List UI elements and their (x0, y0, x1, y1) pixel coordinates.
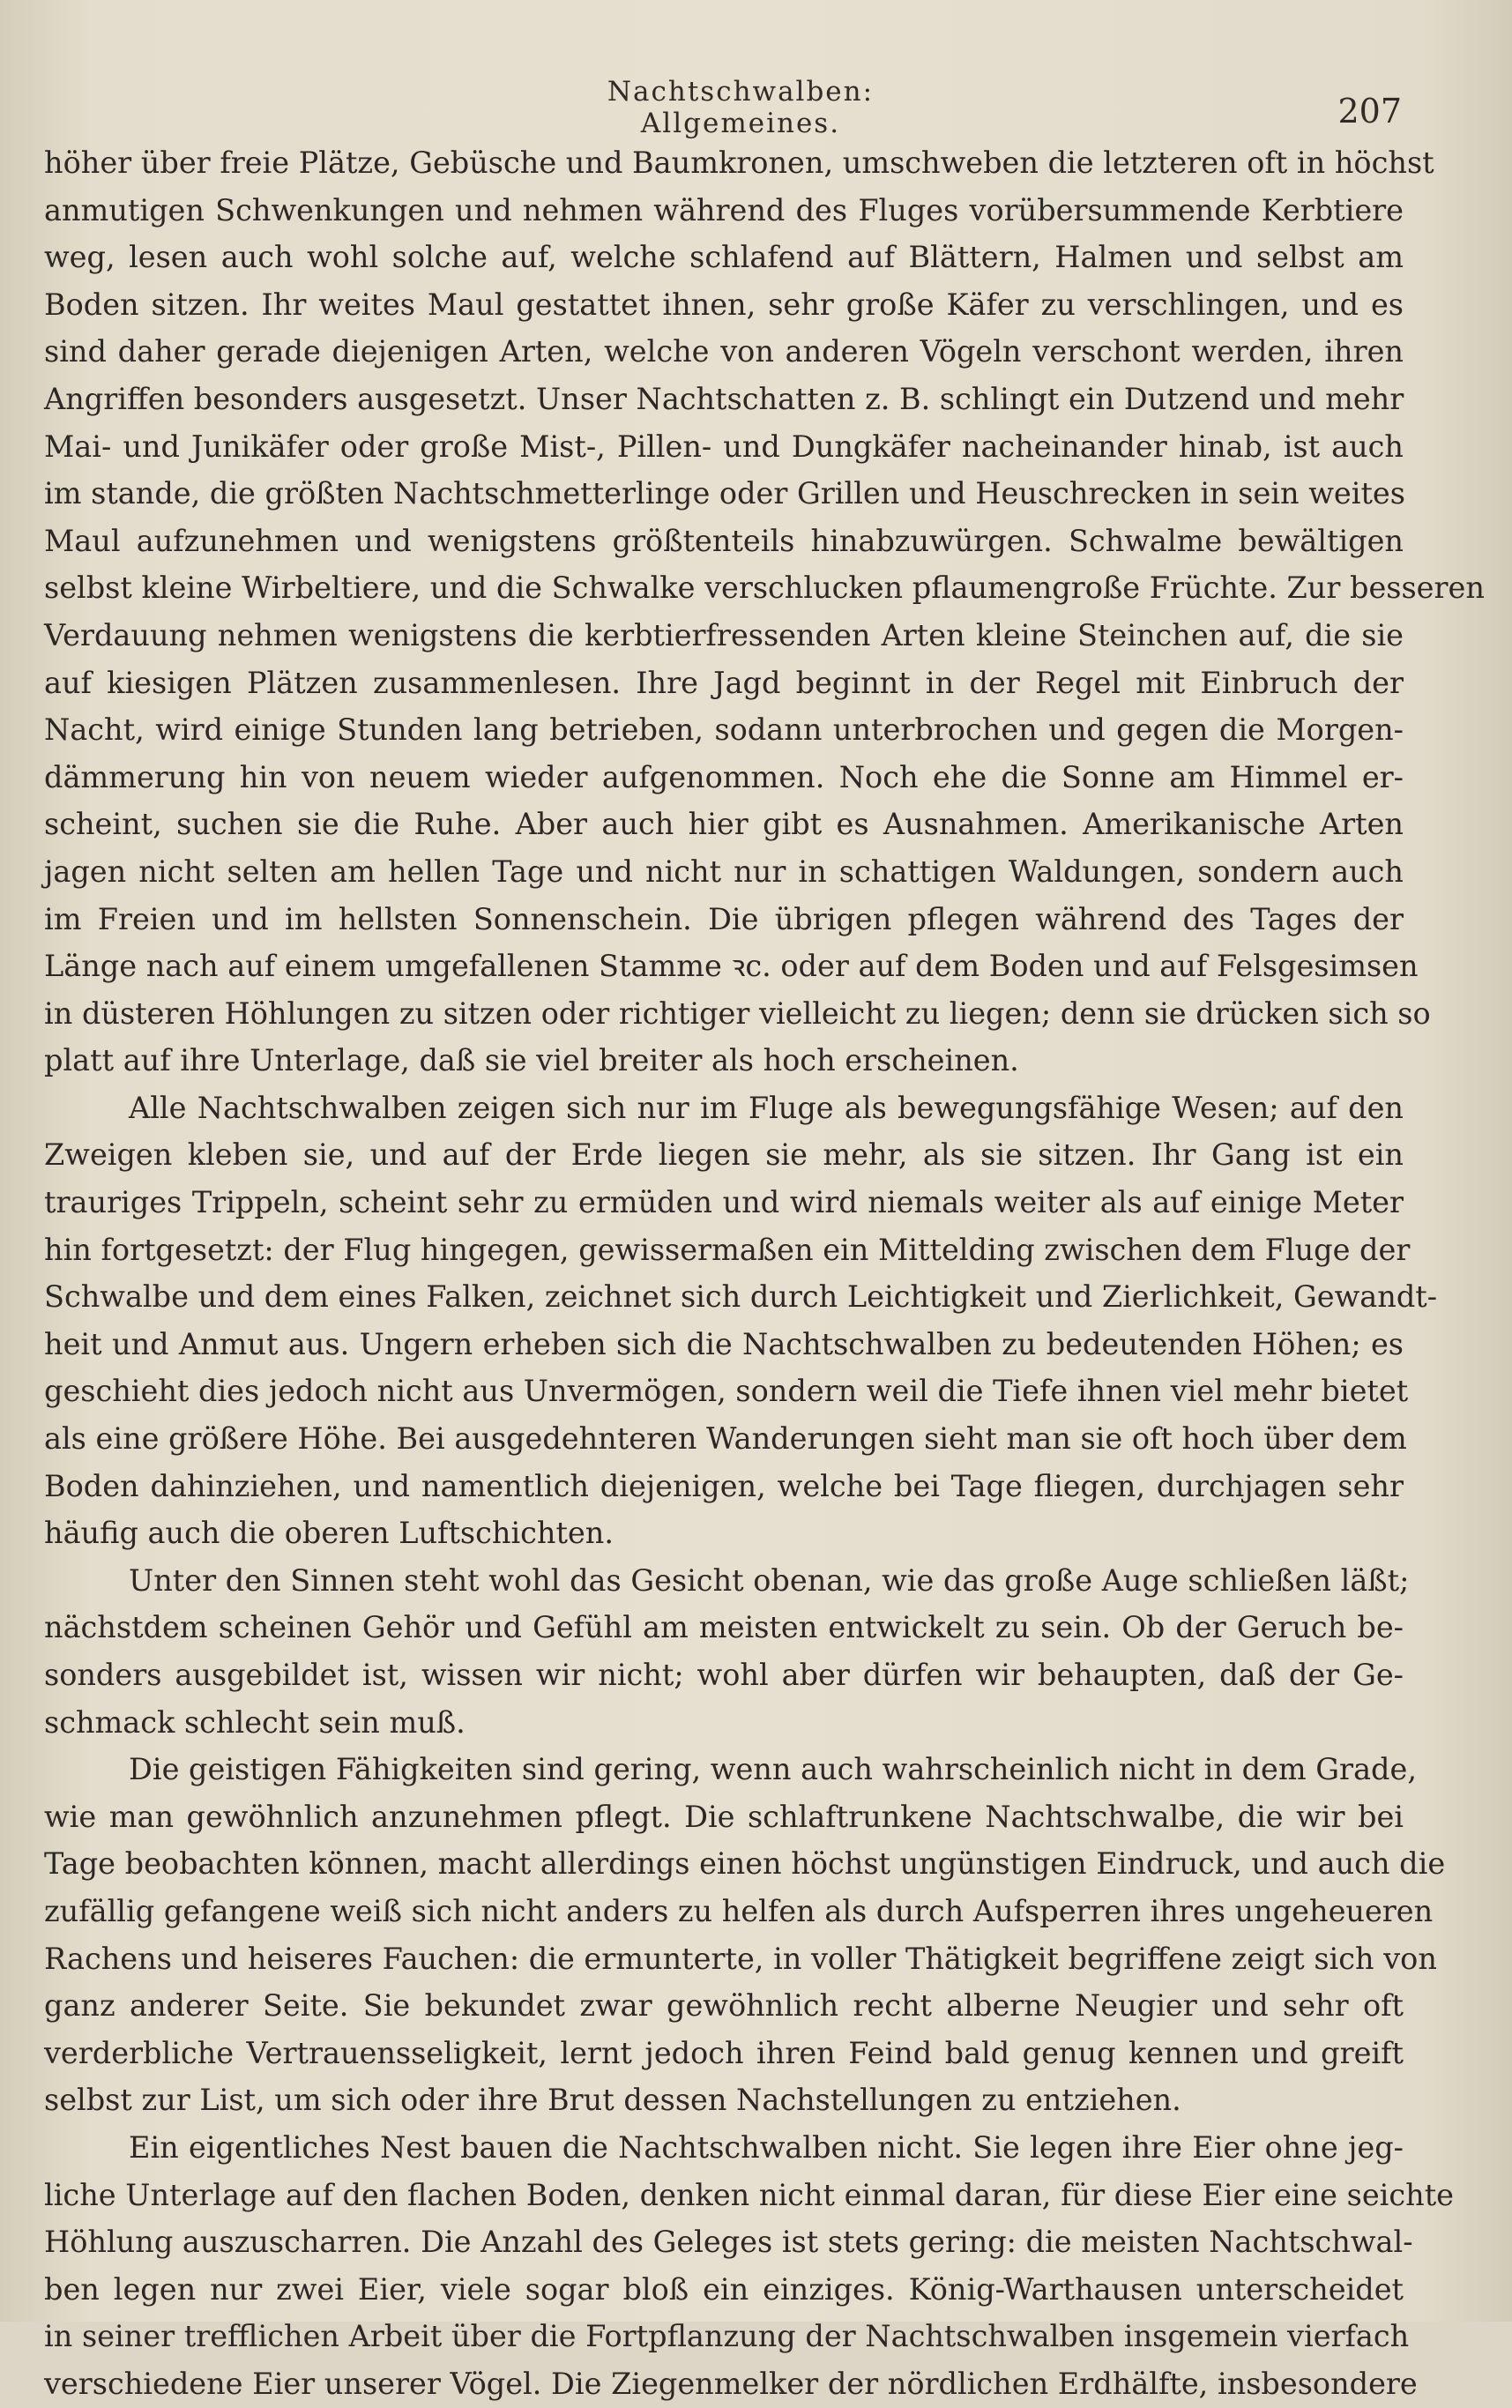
body-text (44, 139, 1485, 2408)
text-line: geschieht dies jedoch nicht aus Unvermögen, sondern weil die Tiefe ihnen viel mehr bietet (44, 1374, 1409, 1409)
text-line: Die geistigen Fähigkeiten sind gering, wenn auch wahrscheinlich nicht in dem Grade, (129, 1752, 1417, 1787)
text-line: schmack schlecht sein muß. (44, 1704, 466, 1740)
text-line: auf kiesigen Plätzen zusammenlesen. Ihre Jagd beginnt in der Regel mit Einbruch der (44, 665, 1404, 700)
text-line: selbst kleine Wirbeltiere, und die Schwalke verschlucken pflaumengroße Früchte. Zur besseren (44, 570, 1485, 606)
text-line: verschiedene Eier unserer Vögel. Die Ziegenmelker der nördlichen Erdhälfte, insbesondere (44, 2366, 1418, 2401)
text-line: in seiner trefflichen Arbeit über die Fortpflanzung der Nachtschwalben insgemein vierfach (44, 2319, 1410, 2354)
text-line: anmutigen Schwenkungen und nehmen während des Fluges vorübersummende Kerbtiere (44, 192, 1404, 227)
text-line: hin fortgesetzt: der Flug hingegen, gewissermaßen ein Mittelding zwischen dem Fluge der (44, 1232, 1411, 1267)
text-line: trauriges Trippeln, scheint sehr zu ermüden und wird niemals weiter als auf einige Meter (44, 1185, 1404, 1220)
paragraph (44, 1746, 1446, 2124)
text-line: ben legen nur zwei Eier, viele sogar bloß ein einziges. König-Warthausen unterscheidet (44, 2271, 1404, 2307)
text-line: Tage beobachten können, macht allerdings einen höchst ungünstigen Eindruck, und auch die (44, 1846, 1446, 1882)
text-line: verderbliche Vertrauensseligkeit, lernt jedoch ihren Feind bald genug kennen und greift (44, 2035, 1404, 2070)
text-line: Nacht, wird einige Stunden lang betrieben, sodann unterbrochen und gegen die Morgen- (44, 712, 1404, 748)
text-line: selbst zur List, um sich oder ihre Brut dessen Nachstellungen zu entziehen. (44, 2083, 1181, 2118)
text-line: Rachens und heiseres Fauchen: die ermunterte, in voller Thätigkeit begriffene zeigt sich von (44, 1941, 1437, 1976)
text-line: dämmerung hin von neuem wieder aufgenommen. Noch ehe die Sonne am Himmel er- (44, 759, 1404, 794)
text-line: sonders ausgebildet ist, wissen wir nicht; wohl aber dürfen wir behaupten, daß der Ge- (44, 1658, 1404, 1692)
running-header: Nachtschwalben: Allgemeines. (607, 76, 875, 139)
text-line: Alle Nachtschwalben zeigen sich nur im Fluge als bewegungsfähige Wesen; auf den (129, 1090, 1404, 1125)
text-line: ganz anderer Seite. Sie bekundet zwar gewöhnlich recht alberne Neugier und sehr oft (44, 1988, 1404, 2024)
text-line: höher über freie Plätze, Gebüsche und Baumkronen, umschweben die letzteren oft in höchst (44, 145, 1434, 180)
text-line: nächstdem scheinen Gehör und Gefühl am meisten entwickelt zu sein. Ob der Geruch be- (44, 1610, 1404, 1645)
text-line: heit und Anmut aus. Ungern erheben sich die Nachtschwalben zu bedeutenden Höhen; es (44, 1326, 1404, 1361)
text-line: zufällig gefangene weiß sich nicht anders zu helfen als durch Aufsperren ihres ungeheueren (44, 1893, 1434, 1928)
text-line: Höhlung auszuscharren. Die Anzahl des Geleges ist stets gering: die meisten Nachtschwal- (44, 2225, 1413, 2260)
text-line: liche Unterlage auf den flachen Boden, denken nicht einmal daran, für diese Eier eine seichte (44, 2177, 1454, 2212)
text-line: wie man gewöhnlich anzunehmen pflegt. Die schlaftrunkene Nachtschwalbe, die wir bei (44, 1799, 1404, 1834)
text-line: Boden sitzen. Ihr weites Maul gestattet ihnen, sehr große Käfer zu verschlingen, und es (44, 287, 1404, 322)
text-line: Ein eigentliches Nest bauen die Nachtschwalben nicht. Sie legen ihre Eier ohne jeg- (129, 2129, 1404, 2165)
text-line: im stande, die größten Nachtschmetterlinge oder Grillen und Heuschrecken in sein weites (44, 476, 1405, 511)
text-line: Mai- und Junikäfer oder große Mist-, Pillen- und Dungkäfer nacheinander hinab, ist auch (44, 429, 1404, 464)
text-line: Länge nach auf einem umgefallenen Stamme ꝛc. oder auf dem Boden und auf Felsgesimsen (44, 949, 1419, 984)
text-line: Schwalbe und dem eines Falken, zeichnet sich durch Leichtigkeit und Zierlichkeit, Gewandt- (44, 1279, 1438, 1315)
text-line: Zweigen kleben sie, und auf der Erde liegen sie mehr, als sie sitzen. Ihr Gang ist ein (44, 1137, 1404, 1173)
text-line: im Freien und im hellsten Sonnenschein. Die übrigen pflegen während des Tages der (44, 901, 1404, 936)
text-line: weg, lesen auch wohl solche auf, welche schlafend auf Blättern, Halmen und selbst am (44, 240, 1404, 275)
text-line: sind daher gerade diejenigen Arten, welche von anderen Vögeln verschont werden, ihren (44, 334, 1404, 369)
text-line: scheint, suchen sie die Ruhe. Aber auch hier gibt es Ausnahmen. Amerikanische Arten (44, 807, 1404, 842)
paragraph (44, 1085, 1438, 1557)
text-line: jagen nicht selten am hellen Tage und nicht nur in schattigen Waldungen, sondern auch (44, 854, 1404, 889)
text-line: Angriffen besonders ausgesetzt. Unser Nachtschatten z. B. schlingt ein Dutzend und mehr (44, 381, 1404, 416)
text-line: häufig auch die oberen Luftschichten. (44, 1516, 614, 1551)
text-line: Verdauung nehmen wenigstens die kerbtierfressenden Arten kleine Steinchen auf, die sie (44, 617, 1404, 652)
text-line: Maul aufzunehmen und wenigstens größtenteils hinabzuwürgen. Schwalme bewältigen (44, 523, 1404, 558)
text-line: Unter den Sinnen steht wohl das Gesicht obenan, wie das große Auge schließen läßt; (129, 1562, 1410, 1598)
paragraph (44, 2124, 1454, 2408)
text-line: in düsteren Höhlungen zu sitzen oder richtiger vielleicht zu liegen; denn sie drücken sich so (44, 995, 1431, 1031)
page-number: 207 (1337, 92, 1402, 130)
text-line: als eine größere Höhe. Bei ausgedehnteren Wanderungen sieht man sie oft hoch über dem (44, 1421, 1407, 1457)
paragraph (44, 139, 1485, 1085)
text-line: Boden dahinziehen, und namentlich diejenigen, welche bei Tage fliegen, durchjagen sehr (44, 1468, 1404, 1503)
paragraph (44, 1557, 1410, 1746)
text-line: platt auf ihre Unterlage, daß sie viel breiter als hoch erscheinen. (44, 1043, 1019, 1078)
